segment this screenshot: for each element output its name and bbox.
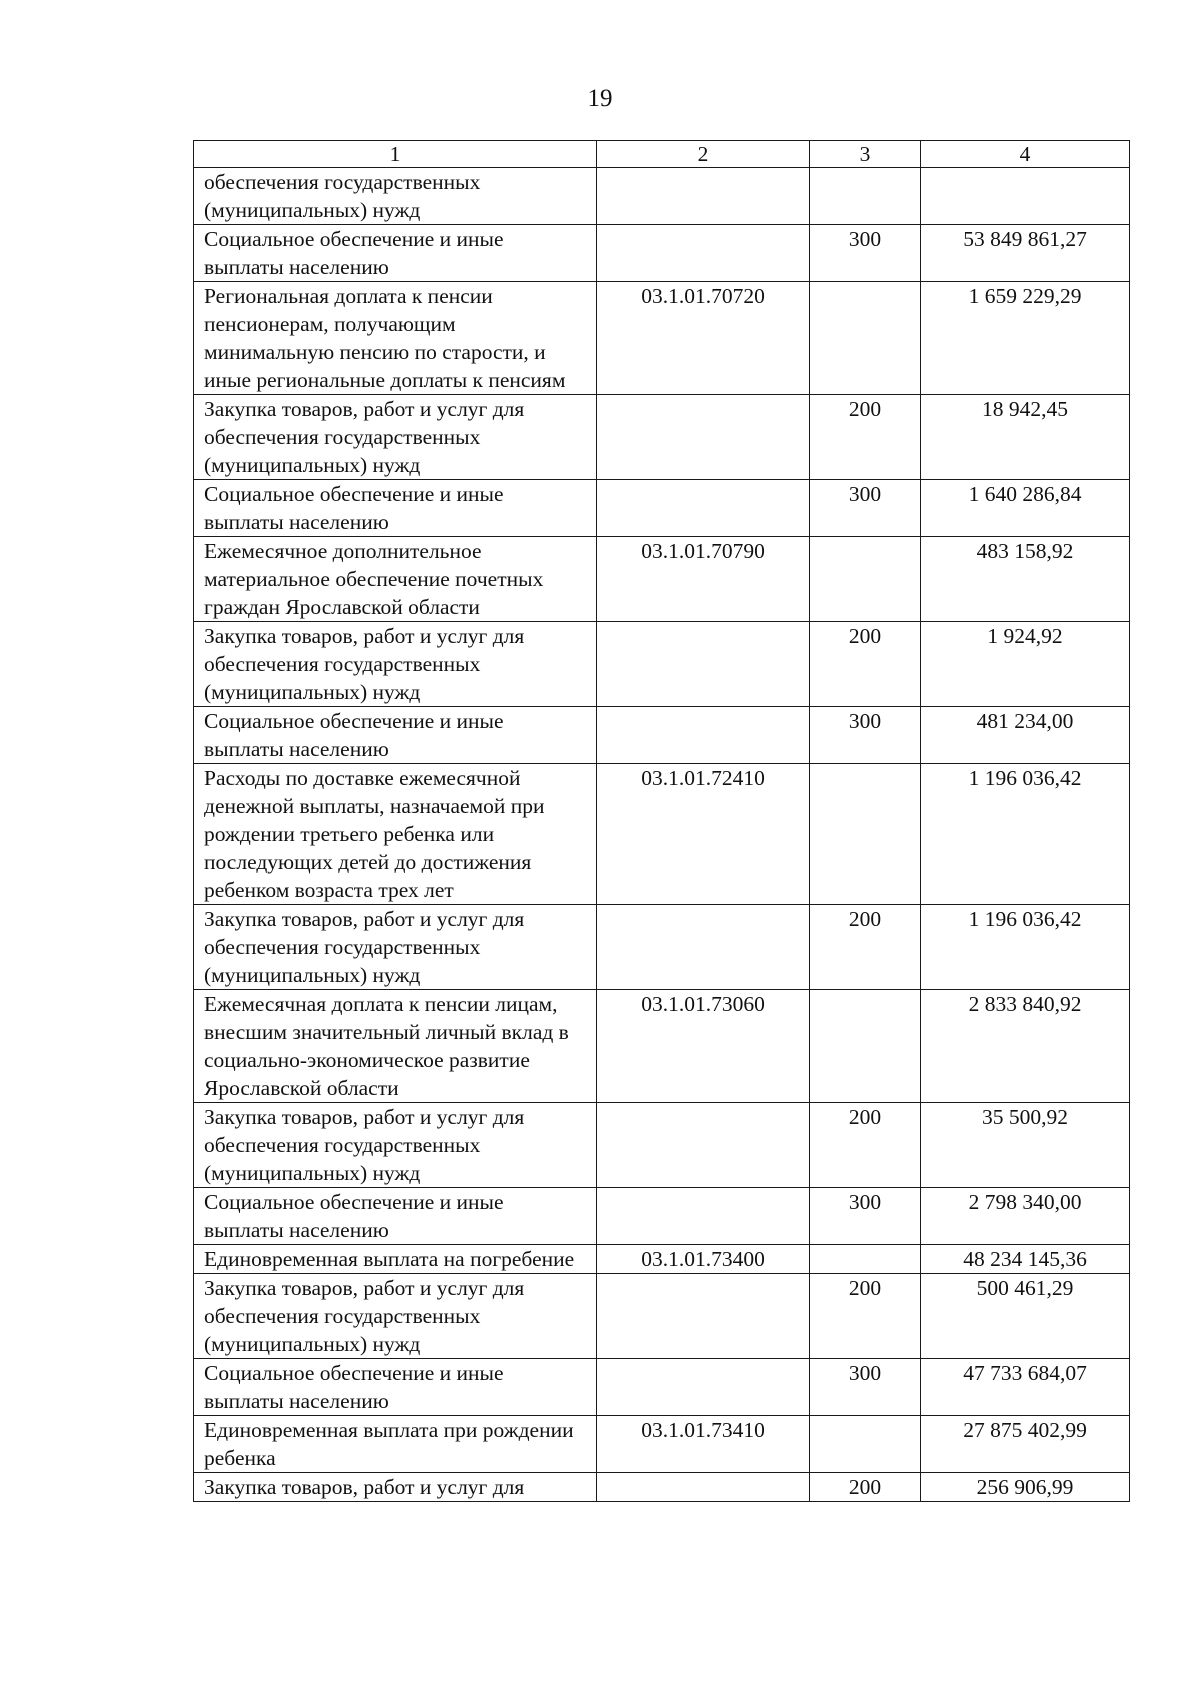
row-name-cell: Единовременная выплата при рождении ребенка [194,1416,597,1473]
row-name-cell: Ежемесячная доплата к пенсии лицам, внесшим значительный личный вклад в социально-экономическое развитие Ярославской области [194,990,597,1103]
row-name-cell: Закупка товаров, работ и услуг для обеспечения государственных (муниципальных) нужд [194,1274,597,1359]
row-name-cell: обеспечения государственных (муниципальных) нужд [194,168,597,225]
row-name-cell: Региональная доплата к пенсии пенсионерам, получающим минимальную пенсию по старости, и иные региональные доплаты к пенсиям [194,282,597,395]
row-code-cell: 03.1.01.73410 [597,1416,810,1473]
row-name-cell: Ежемесячное дополнительное материальное обеспечение почетных граждан Ярославской области [194,537,597,622]
row-code-cell [597,395,810,480]
table-row [194,225,1130,282]
table-row [194,480,1130,537]
table-row [194,1473,1130,1502]
row-type-cell: 300 [810,707,921,764]
header-col-1: 1 [194,141,597,168]
row-code-cell [597,1359,810,1416]
table-row [194,764,1130,905]
row-type-cell: 200 [810,395,921,480]
row-code-cell [597,1473,810,1502]
row-code-cell [597,707,810,764]
row-type-cell: 300 [810,225,921,282]
row-code-cell: 03.1.01.70790 [597,537,810,622]
table-row [194,1103,1130,1188]
row-amount-cell: 481 234,00 [921,707,1130,764]
row-type-cell: 300 [810,1359,921,1416]
table-body [194,168,1130,1502]
row-code-cell [597,168,810,225]
row-code-cell [597,1188,810,1245]
row-type-cell [810,168,921,225]
row-name-cell: Единовременная выплата на погребение [194,1245,597,1274]
table-row [194,990,1130,1103]
table-row [194,1188,1130,1245]
row-code-cell [597,480,810,537]
table-row [194,1245,1130,1274]
row-type-cell: 200 [810,1473,921,1502]
row-amount-cell: 500 461,29 [921,1274,1130,1359]
row-name-cell: Социальное обеспечение и иные выплаты населению [194,480,597,537]
budget-table [193,140,1130,1502]
row-amount-cell: 47 733 684,07 [921,1359,1130,1416]
table-row [194,1416,1130,1473]
row-amount-cell: 1 924,92 [921,622,1130,707]
header-row [194,141,1130,168]
row-code-cell: 03.1.01.70720 [597,282,810,395]
row-amount-cell: 1 196 036,42 [921,905,1130,990]
row-code-cell: 03.1.01.72410 [597,764,810,905]
row-type-cell: 200 [810,622,921,707]
table-row [194,395,1130,480]
row-code-cell: 03.1.01.73400 [597,1245,810,1274]
row-type-cell [810,282,921,395]
table-row [194,1359,1130,1416]
row-name-cell: Закупка товаров, работ и услуг для обеспечения государственных (муниципальных) нужд [194,622,597,707]
row-amount-cell: 256 906,99 [921,1473,1130,1502]
header-col-2: 2 [597,141,810,168]
row-type-cell [810,1416,921,1473]
row-amount-cell: 1 659 229,29 [921,282,1130,395]
row-code-cell [597,1103,810,1188]
table-header [194,141,1130,168]
table-row [194,707,1130,764]
table-row [194,905,1130,990]
row-amount-cell: 2 833 840,92 [921,990,1130,1103]
row-type-cell: 200 [810,1103,921,1188]
table-row [194,168,1130,225]
header-col-4: 4 [921,141,1130,168]
table-row [194,1274,1130,1359]
row-amount-cell: 483 158,92 [921,537,1130,622]
row-name-cell: Социальное обеспечение и иные выплаты населению [194,225,597,282]
row-type-cell: 300 [810,1188,921,1245]
table-row [194,537,1130,622]
row-amount-cell: 48 234 145,36 [921,1245,1130,1274]
page-number: 19 [587,85,613,112]
row-type-cell [810,537,921,622]
row-amount-cell: 35 500,92 [921,1103,1130,1188]
row-type-cell: 200 [810,905,921,990]
row-name-cell: Социальное обеспечение и иные выплаты населению [194,1359,597,1416]
row-name-cell: Расходы по доставке ежемесячной денежной выплаты, назначаемой при рождении третьего ребенка или последующих детей до достижения ребенком возраста трех лет [194,764,597,905]
header-col-3: 3 [810,141,921,168]
row-amount-cell: 53 849 861,27 [921,225,1130,282]
row-amount-cell: 18 942,45 [921,395,1130,480]
row-code-cell [597,622,810,707]
row-amount-cell: 1 196 036,42 [921,764,1130,905]
row-code-cell [597,905,810,990]
row-type-cell: 200 [810,1274,921,1359]
row-name-cell: Закупка товаров, работ и услуг для обеспечения государственных (муниципальных) нужд [194,395,597,480]
table-row [194,622,1130,707]
row-type-cell [810,990,921,1103]
row-name-cell: Закупка товаров, работ и услуг для [194,1473,597,1502]
row-code-cell: 03.1.01.73060 [597,990,810,1103]
table-row [194,282,1130,395]
row-code-cell [597,1274,810,1359]
row-amount-cell: 2 798 340,00 [921,1188,1130,1245]
row-amount-cell: 1 640 286,84 [921,480,1130,537]
row-name-cell: Закупка товаров, работ и услуг для обеспечения государственных (муниципальных) нужд [194,1103,597,1188]
row-name-cell: Закупка товаров, работ и услуг для обеспечения государственных (муниципальных) нужд [194,905,597,990]
row-name-cell: Социальное обеспечение и иные выплаты населению [194,707,597,764]
row-type-cell: 300 [810,480,921,537]
row-amount-cell [921,168,1130,225]
row-name-cell: Социальное обеспечение и иные выплаты населению [194,1188,597,1245]
row-type-cell [810,1245,921,1274]
row-amount-cell: 27 875 402,99 [921,1416,1130,1473]
row-code-cell [597,225,810,282]
row-type-cell [810,764,921,905]
